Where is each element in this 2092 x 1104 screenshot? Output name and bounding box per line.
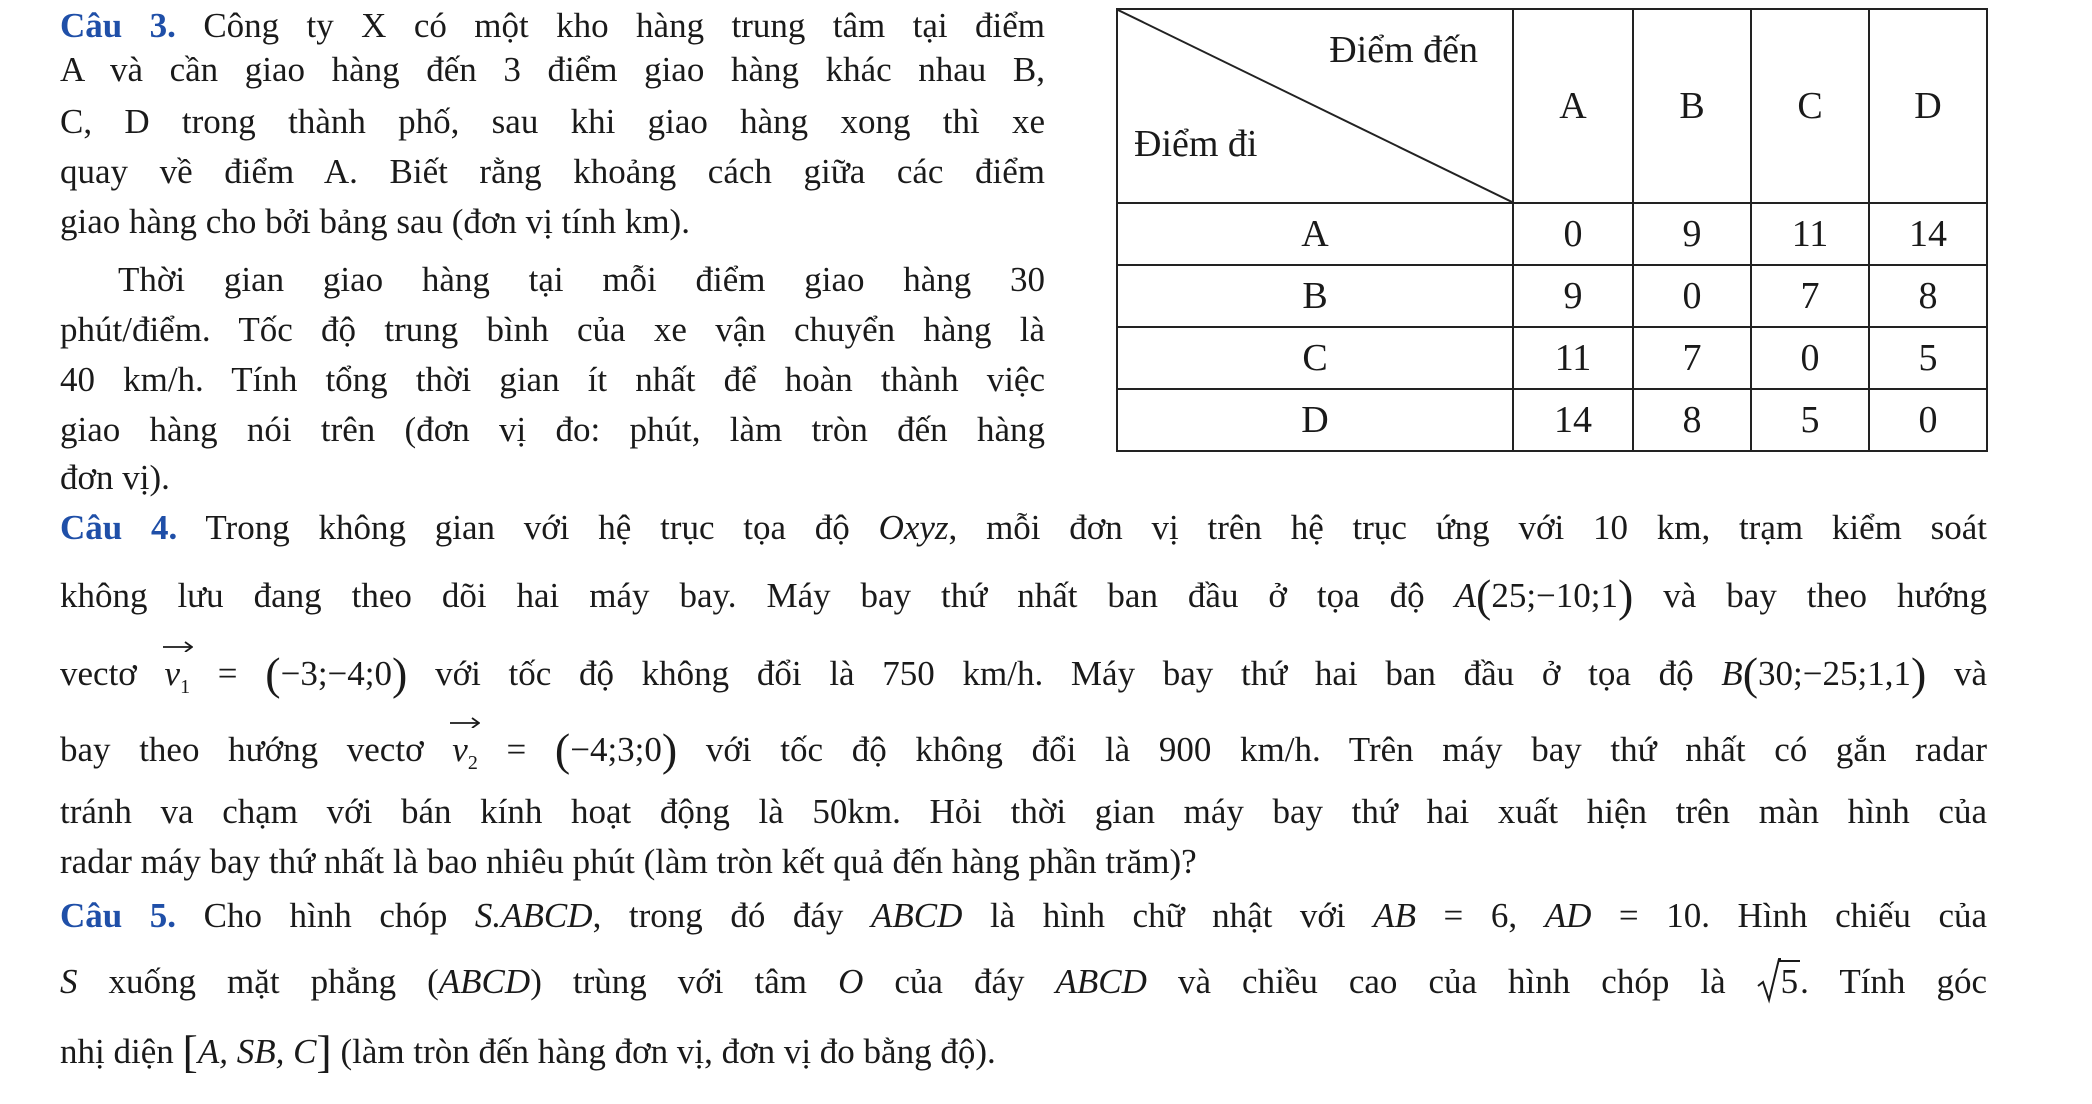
vector-arrow-icon	[163, 638, 193, 652]
q5-line-3: nhị diện [A, SB, C] (làm tròn đến hàng đơn vị, đơn vị đo bằng độ).	[60, 1026, 996, 1077]
q3-label: Câu 3.	[60, 6, 176, 45]
q3-line-10: đơn vị).	[60, 458, 170, 497]
q5-line-1: Câu 5. Cho hình chóp S.ABCD, trong đó đáy ABCD là hình chữ nhật với AB = 6, AD = 10. Hình chiếu của	[60, 896, 1988, 935]
row-header: D	[1117, 389, 1513, 451]
q4-line-4: bay theo hướng vectơ $v_2$ = (−4;3;0) với tốc độ không đổi là 900 km/h. Trên máy bay thứ nhất có gắn radar	[60, 728, 1987, 785]
table-row	[1117, 265, 1987, 327]
table-row	[1117, 203, 1987, 265]
table-cell: 11	[1751, 203, 1869, 265]
row-header: A	[1117, 203, 1513, 265]
q5-line-2: S xuống mặt phẳng (ABCD) trùng với tâm O của đáy ABCD và chiều cao của hình chóp là 5. Tính góc	[60, 960, 1987, 1004]
q3-line-3: C, D trong thành phố, sau khi giao hàng xong thì xe	[60, 102, 1045, 141]
q3-line-1: Câu 3. Công ty X có một kho hàng trung tâm tại điểm	[60, 6, 1046, 45]
dihedral-angle-formula: [A, SB, C]	[182, 1026, 332, 1077]
q3-line-9: giao hàng nói trên (đơn vị đo: phút, làm tròn đến hàng	[60, 410, 1045, 449]
q5-label: Câu 5.	[60, 896, 177, 935]
q3-line-2: A và cần giao hàng đến 3 điểm giao hàng khác nhau B,	[60, 50, 1045, 89]
distance-table	[1116, 8, 1988, 452]
sqrt-sign-icon	[1757, 958, 1781, 1004]
corner-label-destination: Điểm đến	[1329, 29, 1478, 71]
table-cell: 7	[1633, 327, 1751, 389]
column-header: C	[1751, 9, 1869, 203]
table-cell: 9	[1633, 203, 1751, 265]
vector-v2-formula: $v_2$ = (−4;3;0)	[452, 730, 677, 769]
sqrt-formula: 5	[1757, 960, 1801, 1004]
q4-line-5: tránh va chạm với bán kính hoạt động là 50km. Hỏi thời gian máy bay thứ hai xuất hiện trên màn hình của	[60, 792, 1987, 831]
point-b-formula: B(30;−25;1,1)	[1721, 648, 1927, 699]
row-header: C	[1117, 327, 1513, 389]
q3-line-5: giao hàng cho bởi bảng sau (đơn vị tính km).	[60, 202, 690, 241]
table-row	[1117, 389, 1987, 451]
q3-line-4: quay về điểm A. Biết rằng khoảng cách giữa các điểm	[60, 152, 1045, 191]
q3-line-7: phút/điểm. Tốc độ trung bình của xe vận chuyển hàng là	[60, 310, 1045, 349]
vector-v1-formula: $v_1$ = (−3;−4;0)	[165, 654, 408, 693]
table-cell: 9	[1513, 265, 1633, 327]
table-cell: 5	[1869, 327, 1987, 389]
table-cell: 8	[1633, 389, 1751, 451]
point-a-formula: A(25;−10;1)	[1454, 570, 1634, 621]
column-header: D	[1869, 9, 1987, 203]
table-cell: 5	[1751, 389, 1869, 451]
table-cell: 14	[1869, 203, 1987, 265]
ad-formula: AD = 10	[1544, 896, 1702, 935]
table-cell: 14	[1513, 389, 1633, 451]
table-cell: 0	[1633, 265, 1751, 327]
q4-line-3: vectơ $v_1$ = (−3;−4;0) với tốc độ không đổi là 750 km/h. Máy bay thứ hai ban đầu ở tọa độ B(30;−25;1,1) và	[60, 652, 1987, 709]
column-header: B	[1633, 9, 1751, 203]
table-cell: 0	[1751, 327, 1869, 389]
q4-line-6: radar máy bay thứ nhất là bao nhiêu phút (làm tròn kết quả đến hàng phần trăm)?	[60, 842, 1197, 881]
ab-formula: AB = 6,	[1373, 896, 1518, 935]
table-cell: 7	[1751, 265, 1869, 327]
table-cell: 0	[1869, 389, 1987, 451]
table-corner-cell	[1117, 9, 1513, 203]
table-row	[1117, 327, 1987, 389]
q3-line-8: 40 km/h. Tính tổng thời gian ít nhất để hoàn thành việc	[60, 360, 1045, 399]
vector-arrow-icon	[450, 714, 480, 728]
corner-label-origin: Điểm đi	[1134, 123, 1258, 165]
q4-line-1: Câu 4. Trong không gian với hệ trục tọa độ Oxyz, mỗi đơn vị trên hệ trục ứng với 10 km, trạm kiểm soát	[60, 508, 1987, 547]
table-cell: 0	[1513, 203, 1633, 265]
coordinate-system: Oxyz	[878, 508, 949, 547]
q3-line-6: Thời gian giao hàng tại mỗi điểm giao hàng 30	[118, 260, 1045, 299]
q4-line-2: không lưu đang theo dõi hai máy bay. Máy bay thứ nhất ban đầu ở tọa độ A(25;−10;1) và bay theo hướng	[60, 570, 1987, 621]
q4-label: Câu 4.	[60, 508, 178, 547]
column-header: A	[1513, 9, 1633, 203]
table-cell: 8	[1869, 265, 1987, 327]
table-cell: 11	[1513, 327, 1633, 389]
row-header: B	[1117, 265, 1513, 327]
